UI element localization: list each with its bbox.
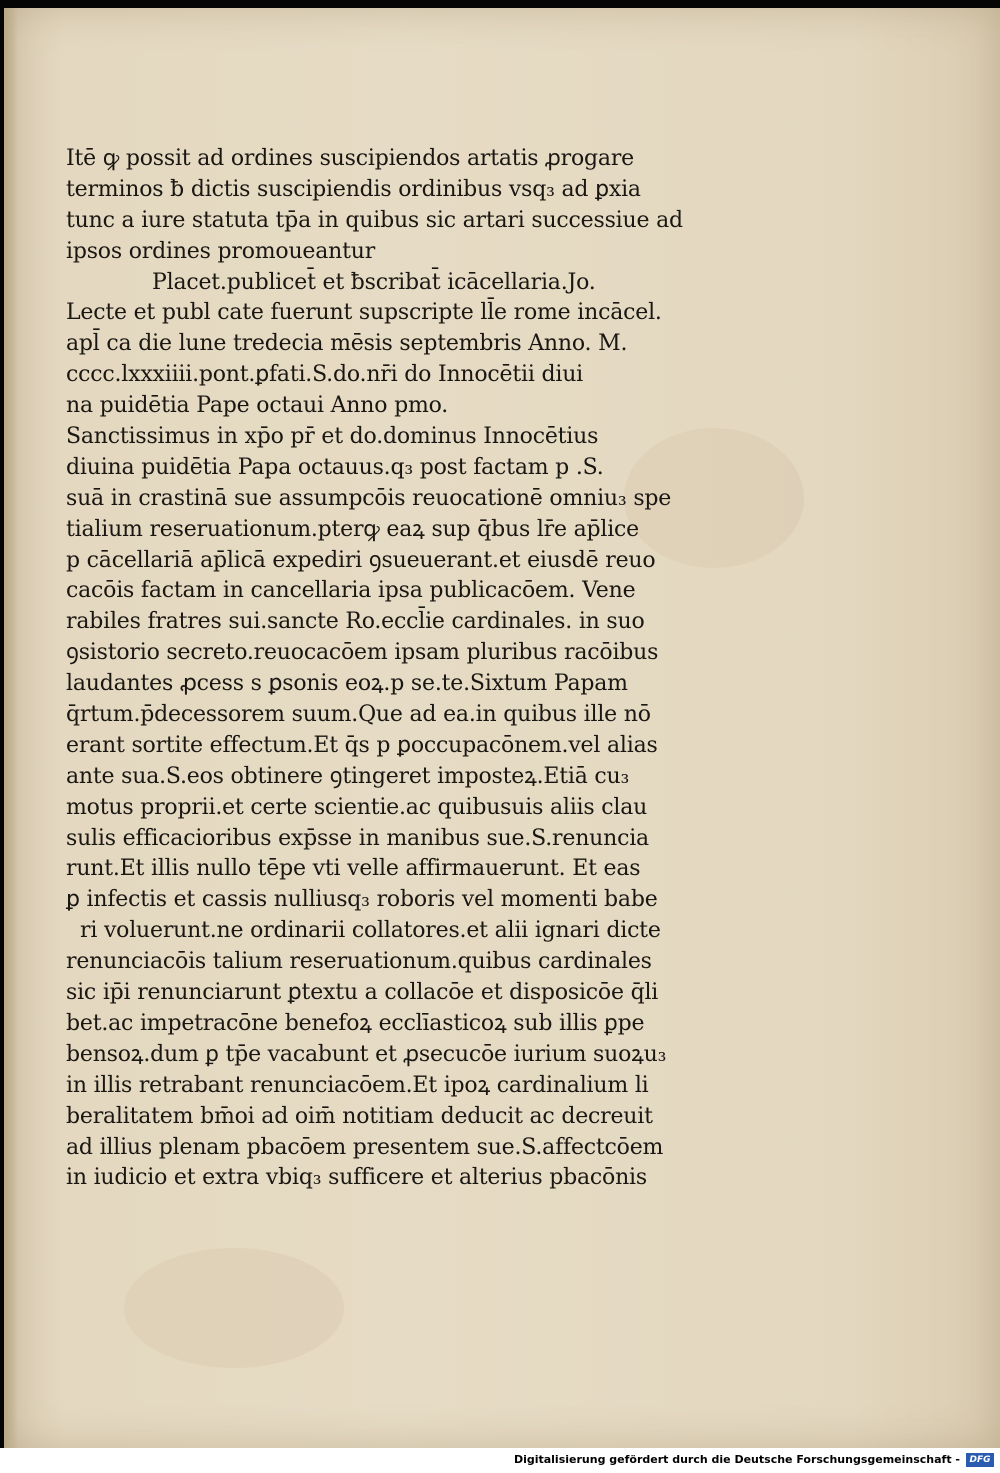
text-line: ad illius plenam pbacōem presentem sue.S.affectcōem: [66, 1134, 664, 1160]
text-line: ipsos ordines promoueantur: [66, 238, 376, 264]
text-line: ꝯsistorio secreto.reuocacōem ipsam pluribus racōibus: [66, 640, 659, 666]
parchment-page: [4, 8, 1000, 1448]
text-line: Sanctissimus in xp̄o pr̄ et do.dominus Innocētius: [66, 424, 599, 450]
text-line: rabiles fratres sui.sancte Ro.eccl̄ie cardinales. in suo: [66, 609, 645, 635]
text-line: apl̄ ca die lune tredecia mēsis septembris Anno. M.: [66, 331, 628, 357]
text-line: na puidētia Pape octaui Anno pmo.: [66, 393, 449, 419]
text-line: motus proprii.et certe scientie.ac quibusuis aliis clau: [66, 794, 648, 820]
text-line: Itē ꝙ possit ad ordines suscipiendos artatis ꝓrogare: [66, 146, 634, 171]
text-line: erant sortite effectum.Et q̄s p ꝑoccupacōnem.vel alias: [66, 732, 658, 758]
text-line: in iudicio et extra vbiq₃ sufficere et alterius pbacōnis: [66, 1165, 647, 1191]
paper-stain: [124, 1248, 344, 1368]
text-line: sic ip̄i renunciarunt ꝑtextu a collacōe et disposicōe q̄li: [66, 980, 659, 1006]
text-line: q̄rtum.p̄decessorem suum.Que ad ea.in quibus ille nō: [66, 702, 651, 728]
text-line: Placet.publicet̄ et ƀscribat̄ icācellaria.Jo.: [152, 269, 596, 295]
text-line: laudantes ꝓcess s ꝑsonis eoꝝ.p se.te.Sixtum Papam: [66, 671, 628, 697]
text-line: suā in crastinā sue assumpcōis reuocationē omniu₃ spe: [66, 485, 672, 511]
text-line: sulis efficacioribus exp̄sse in manibus sue.S.renuncia: [66, 825, 649, 851]
text-line: cccc.lxxxiiii.pont.ꝑfati.S.do.nr̄i do Innocētii diui: [66, 362, 583, 388]
text-line: runt.Et illis nullo tēpe vti velle affirmauerunt. Et eas: [66, 856, 641, 882]
text-line: in illis retrabant renunciacōem.Et ipoꝝ cardinalium li: [66, 1072, 649, 1098]
text-line: tialium reseruationum.pterꝙ eaꝝ sup q̄bus lr̄e ap̄lice: [66, 516, 640, 542]
text-block: [66, 144, 706, 1194]
footer-bar: [0, 1448, 1000, 1473]
text-line: diuina puidētia Papa octauus.q₃ post factam p .S.: [66, 454, 604, 480]
text-line: cacōis factam in cancellaria ipsa publicacōem. Vene: [66, 578, 636, 604]
text-line: tunc a iure statuta tp̄a in quibus sic artari successiue ad: [66, 207, 683, 233]
text-line: renunciacōis talium reseruationum.quibus cardinales: [66, 949, 652, 975]
dfg-logo: DFG: [966, 1453, 994, 1467]
text-line: bensoꝝ.dum ꝑ tp̄e vacabunt et ꝓsecucōe iurium suoꝝu₃: [66, 1041, 667, 1067]
text-line: bet.ac impetracōne benefoꝝ ecclīasticoꝝ sub illis ꝑpe: [66, 1010, 645, 1036]
text-line: beralitatem bm̄oi ad oim̄ notitiam deducit ac decreuit: [66, 1103, 653, 1129]
text-line: ꝑ infectis et cassis nulliusq₃ roboris vel momenti babe: [66, 887, 658, 913]
text-line: ante sua.S.eos obtinere ꝯtingeret imposteꝝ.Etiā cu₃: [66, 763, 630, 789]
page-edge-shadow: [4, 8, 18, 1448]
text-line: Lecte et publ cate fuerunt supscripte ll̄e rome incācel.: [66, 300, 662, 326]
text-line: p cācellariā ap̄licā expediri ꝯsueuerant.et eiusdē reuo: [66, 547, 656, 573]
text-line: terminos ƀ dictis suscipiendis ordinibus vsq₃ ad ꝑxia: [66, 176, 641, 202]
footer-credit: Digitalisierung gefördert durch die Deutsche Forschungsgemeinschaft -: [513, 1453, 960, 1466]
text-line: ri voluerunt.ne ordinarii collatores.et alii ignari dicte: [80, 918, 661, 944]
